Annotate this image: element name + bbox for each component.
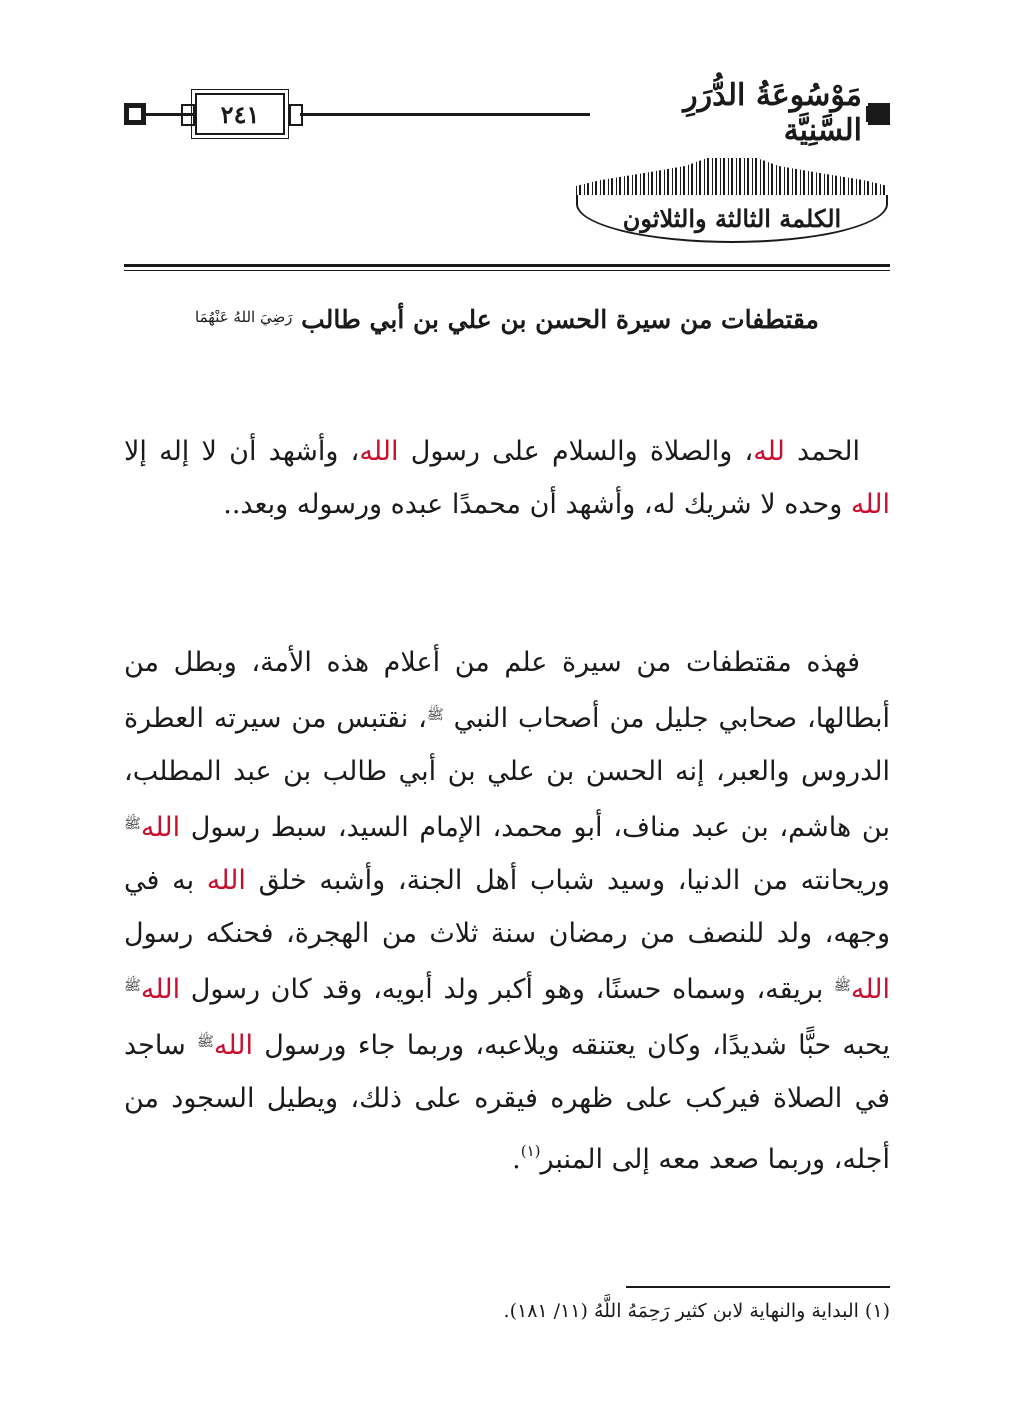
divine-name: الله [206, 865, 246, 896]
series-title [600, 78, 862, 148]
header-rule-thick [124, 264, 890, 267]
article-heading-text: مقتطفات من سيرة الحسن بن علي بن أبي طالب [301, 305, 819, 334]
chapter-ornament [576, 158, 888, 198]
salutation-glyph: ﷺ [124, 816, 141, 832]
p2-text: ساجد في الصلاة فيركب على ظهره فيقره على ذلك، ويطيل السجود من أجله، وربما صعد معه إلى المنبر [124, 1030, 890, 1175]
p1-text: الحمد [784, 436, 860, 467]
p2-text: بريقه، وسماه حسنًا، وهو أكبر ولد أبويه، وقد كان رسول [180, 974, 834, 1005]
page-number-text: ٢٤١ [220, 99, 260, 129]
header-square-left [124, 103, 146, 125]
divine-name: الله [213, 1030, 254, 1061]
chapter-label [576, 195, 888, 243]
divine-name: الله [850, 489, 890, 520]
p1-text: وحده لا شريك له، وأشهد أن محمدًا عبده ورسوله وبعد.. [223, 489, 851, 520]
p2-text: فهذه مقتطفات من سيرة علم من أعلام هذه الأمة، وبطل من أبطالها، صحابي جليل من أصحاب النبي [124, 647, 890, 734]
article-heading [124, 305, 890, 334]
salutation-glyph: ﷺ [426, 707, 444, 723]
footnote-marker: (١) [520, 1142, 541, 1160]
footnote [124, 1300, 890, 1322]
divine-name: الله [359, 436, 399, 467]
salutation-glyph: ﷺ [124, 978, 141, 994]
chapter-label-text: الكلمة الثالثة والثلاثون [622, 203, 842, 233]
salutation-glyph: ﷺ [196, 1034, 214, 1050]
divine-name: لله [753, 436, 785, 467]
heading-honorific: رَضِيَ اللهُ عَنْهُمَا [195, 308, 293, 326]
salutation-glyph: ﷺ [833, 978, 851, 994]
divine-name: الله [140, 812, 181, 843]
p2-text: وريحانته من الدنيا، وسيد شباب أهل الجنة، وأشبه خلق [245, 865, 890, 896]
p2-text: . [512, 1144, 521, 1175]
footnote-text: (١) البداية والنهاية لابن كثير رَحِمَهُ اللَّهُ (١١/ ١٨١). [503, 1300, 890, 1322]
header-square-right [868, 103, 890, 125]
divine-name: الله [140, 974, 181, 1005]
p1-text: ، والصلاة والسلام على رسول [398, 436, 754, 467]
footnote-rule [626, 1286, 890, 1288]
header-line-middle [300, 113, 590, 116]
paragraph-biography [124, 636, 890, 1186]
header-rule-thin [124, 270, 890, 271]
divine-name: الله [850, 974, 890, 1005]
page-box-ornament-left [181, 104, 195, 126]
paragraph-intro [124, 425, 890, 531]
page-number [195, 93, 285, 135]
p1-text: ، وأشهد أن لا إله إلا [124, 436, 360, 467]
p2-text: يحبه حبًّا شديدًا، وكان يعتنقه ويلاعبه، وربما جاء ورسول [253, 1030, 890, 1061]
p2-text: به في وجهه، ولد للنصف من رمضان سنة ثلاث من الهجرة، فحنكه رسول [124, 865, 890, 949]
p2-text: ، نقتبس من سيرته العطرة الدروس والعبر، إنه الحسن بن علي بن أبي طالب بن عبد المطلب، بن هاشم، بن عبد مناف، أبو محمد، الإمام السيد، سبط رسول [124, 703, 890, 843]
series-title-text: مَوْسُوعَةُ الدُّرَرِ السَّنِيَّة [683, 78, 862, 148]
